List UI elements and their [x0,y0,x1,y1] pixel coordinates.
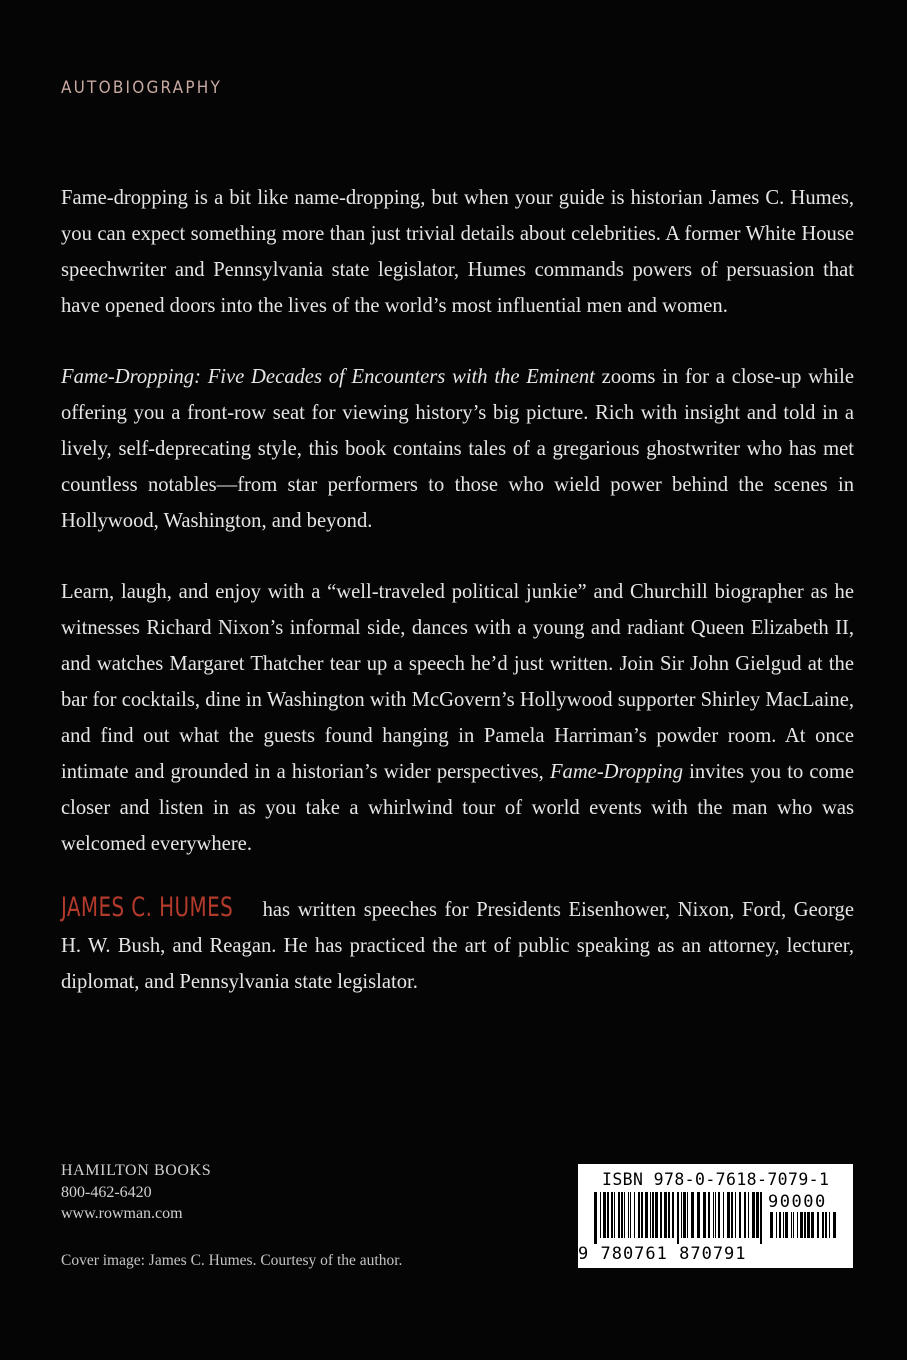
description-paragraph-2 [61,359,854,539]
barcode-bar [691,1192,694,1238]
barcode-bar [739,1192,741,1238]
barcode-bar [650,1192,651,1238]
barcode-bar [825,1212,827,1238]
isbn-barcode [578,1164,853,1268]
cover-image-credit: Cover image: James C. Humes. Courtesy of the author. [61,1252,403,1269]
paragraph-3-text-a: Learn, laugh, and enjoy with a “well-traveled political junkie” and Churchill biographer as he witnesses Richard Nixon’s informal side, dances with a young and radiant Queen Elizabeth II, and watches Margaret Thatcher tear up a speech he’d just written. Join Sir John Gielgud at the bar for cocktails, dine in Washington with McGovern’s Hollywood supporter Shirley MacLaine, and find out what the guests found hanging in Pamela Harriman’s powder room. At once intimate and grounded in a historian’s wider perspectives, [61,581,854,783]
barcode-bar [779,1212,781,1238]
barcode-addon-digits: 90000 [768,1192,827,1212]
paragraph-3-text-b: invites you to come closer and listen in as you take a whirlwind tour of world events with the man who was welcomed everywhere. [61,761,855,855]
barcode-bar [760,1192,762,1244]
publisher-info [61,1160,211,1225]
barcode-bar [621,1192,623,1238]
barcode-bar [607,1192,609,1238]
barcode-bar [718,1192,720,1238]
barcode-bar [708,1192,710,1238]
barcode-bar [791,1212,792,1238]
barcode-bar [735,1192,736,1238]
barcode-bar [664,1192,667,1238]
barcode-bar [634,1192,635,1238]
barcode-bar [833,1212,836,1238]
barcode-bar [800,1212,803,1238]
barcode-bar [817,1212,819,1238]
isbn-number: ISBN 978-0-7618-7079-1 [602,1170,830,1189]
barcode-bar [822,1212,824,1238]
barcode-bar [672,1192,674,1238]
barcode-bar [641,1192,643,1238]
barcode-bar [713,1192,714,1238]
description-paragraph-3 [61,574,854,862]
ean-barcode-bars [592,1192,764,1244]
barcode-bar [829,1212,830,1238]
barcode-bar [703,1192,706,1238]
barcode-bar [811,1212,814,1238]
barcode-bar [697,1192,700,1238]
barcode-bar [687,1192,688,1238]
barcode-bar [600,1192,601,1238]
publisher-name: HAMILTON BOOKS [61,1162,212,1179]
barcode-bar [638,1192,640,1238]
barcode-bar [731,1192,733,1238]
barcode-bar [715,1192,716,1238]
barcode-bar [652,1192,654,1238]
back-cover-copy [61,180,854,1035]
barcode-bar [677,1192,679,1244]
barcode-bar [783,1212,784,1238]
author-bio [61,890,854,1000]
barcode-bar [744,1192,746,1238]
barcode-bar [628,1192,629,1238]
barcode-bar [756,1192,759,1238]
barcode-bar [660,1192,662,1238]
author-name: JAMES C. HUMES [61,892,234,923]
barcode-bar [785,1212,788,1238]
book-title-short-italic: Fame-Dropping [549,761,684,783]
barcode-bar [683,1192,686,1238]
publisher-phone: 800-462-6420 [61,1183,152,1201]
barcode-bar [630,1192,631,1238]
barcode-bar [614,1192,615,1238]
book-title-italic: Fame-Dropping: Five Decades of Encounters with the Eminent [61,366,595,388]
barcode-bar [603,1192,606,1238]
barcode-bar [618,1192,620,1238]
addon-barcode-bars [768,1212,838,1264]
barcode-bar [655,1192,658,1238]
barcode-bar [594,1192,597,1244]
category-label: AUTOBIOGRAPHY [61,78,222,98]
barcode-bar [748,1192,749,1238]
barcode-bar [723,1192,724,1238]
barcode-bar [645,1192,648,1238]
author-bio-text: has written speeches for Presidents Eisenhower, Nixon, Ford, George H. W. Bush, and Reagan. He has practiced the art of public speaking as an attorney, lecturer, diplomat, and Pennsylvania state legislator. [61,899,854,993]
barcode-bar [668,1192,670,1238]
barcode-bar [624,1192,625,1238]
barcode-bar [681,1192,682,1238]
description-paragraph-1: Fame-dropping is a bit like name-dropping, but when your guide is historian James C. Humes, you can expect something more than just trivial details about celebrities. A former White House speechwriter and Pennsylvania state legislator, Humes commands powers of persuasion that have opened doors into the lives of the world’s most influential men and women. [61,187,854,317]
barcode-bar [611,1192,613,1238]
barcode-bar [752,1192,755,1238]
barcode-bar [793,1212,794,1238]
barcode-bar [807,1212,810,1238]
barcode-bar [770,1212,773,1238]
publisher-url: www.rowman.com [61,1205,183,1222]
barcode-bar [797,1212,798,1238]
barcode-bar [776,1212,777,1238]
paragraph-2-text: zooms in for a close-up while offering you a front-row seat for viewing history’s big picture. Rich with insight and told in a lively, self-deprecating style, this book contains tales of a gregarious ghostwriter who has met countless notables—from star performers to those who wield power behind the scenes in Hollywood, Washington, and beyond. [61,366,854,532]
barcode-bar [727,1192,730,1238]
barcode-digits: 9 780761 870791 [578,1244,747,1264]
barcode-bar [804,1212,806,1238]
